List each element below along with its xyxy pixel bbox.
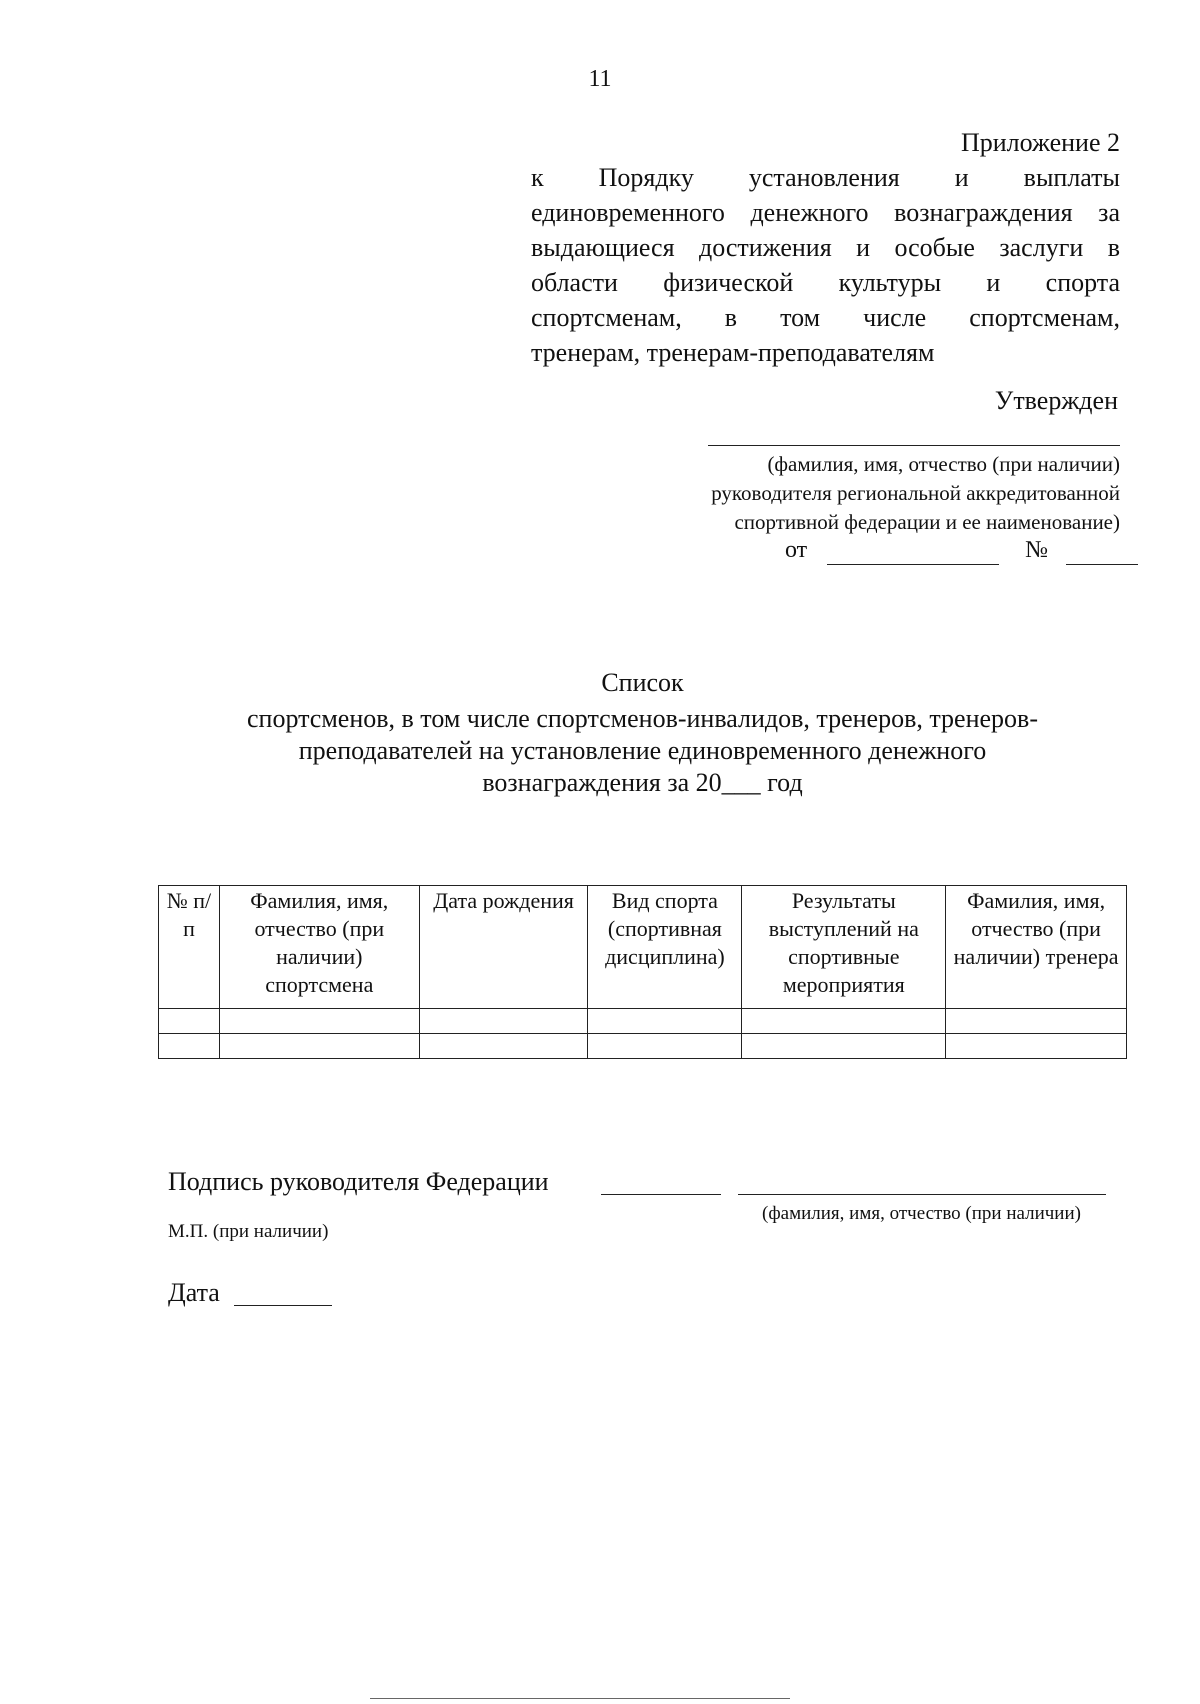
table-cell [588, 1009, 742, 1034]
subtitle-line: вознаграждения за 20___ год [482, 768, 803, 797]
table-row [159, 1034, 1127, 1059]
annex-line: к Порядку установления и выплаты [531, 163, 1120, 192]
document-subtitle [200, 703, 1085, 799]
annex-line: тренерам, тренерам-преподавателям [531, 338, 935, 367]
annex-line: области физической культуры и спорта [531, 268, 1120, 297]
header-sport: Вид спорта (спортивная дисциплина) [588, 886, 742, 1009]
table-cell [419, 1034, 588, 1059]
annex-line: спортсменам, в том числе спортсменам, [531, 303, 1120, 332]
signature-name-blank [738, 1194, 1106, 1195]
header-athlete-name: Фамилия, имя, отчество (при наличии) спортсмена [219, 886, 419, 1009]
table-row [159, 1009, 1127, 1034]
header-birth-date: Дата рождения [419, 886, 588, 1009]
table-cell [219, 1034, 419, 1059]
athletes-table [158, 885, 1127, 1059]
approved-label: Утвержден [994, 386, 1118, 415]
table-cell [946, 1009, 1127, 1034]
approver-note-line: руководителя региональной аккредитованной [711, 481, 1120, 505]
table-cell [742, 1009, 946, 1034]
bottom-rule [370, 1698, 790, 1699]
annex-title: Приложение 2 [960, 128, 1120, 157]
table-cell [159, 1009, 220, 1034]
table-cell [159, 1034, 220, 1059]
date-blank [234, 1305, 332, 1306]
table-cell [946, 1034, 1127, 1059]
header-number: № п/п [159, 886, 220, 1009]
approval-date-number-row [785, 537, 1138, 565]
table-cell [419, 1009, 588, 1034]
signature-note: (фамилия, имя, отчество (при наличии) [762, 1203, 1081, 1224]
annex-reference [531, 160, 1120, 370]
signature-blank [601, 1194, 721, 1195]
approval-date-blank [827, 537, 999, 565]
annex-line: единовременного денежного вознаграждения за [531, 198, 1120, 227]
table-cell [742, 1034, 946, 1059]
subtitle-line: спортсменов, в том числе спортсменов-инвалидов, тренеров, тренеров- [247, 704, 1038, 733]
annex-line: выдающиеся достижения и особые заслуги в [531, 233, 1120, 262]
approver-note-line: (фамилия, имя, отчество (при наличии) [767, 452, 1120, 476]
signature-label: Подпись руководителя Федерации [168, 1167, 549, 1196]
approval-number-blank [1066, 537, 1138, 565]
page-number: 11 [588, 66, 612, 92]
stamp-label: М.П. (при наличии) [168, 1221, 329, 1242]
approver-note [600, 450, 1120, 537]
date-label: Дата [168, 1278, 220, 1307]
table-header-row [159, 886, 1127, 1009]
header-results: Результаты выступлений на спортивные мероприятия [742, 886, 946, 1009]
document-title: Список [601, 668, 684, 697]
approver-note-line: спортивной федерации и ее наименование) [734, 510, 1120, 534]
table-cell [588, 1034, 742, 1059]
table-cell [219, 1009, 419, 1034]
subtitle-line: преподавателей на установление единовременного денежного [298, 736, 987, 765]
from-label: от [785, 537, 808, 563]
approver-signature-line [708, 445, 1120, 446]
number-label: № [1025, 537, 1049, 563]
header-coach-name: Фамилия, имя, отчество (при наличии) тренера [946, 886, 1127, 1009]
